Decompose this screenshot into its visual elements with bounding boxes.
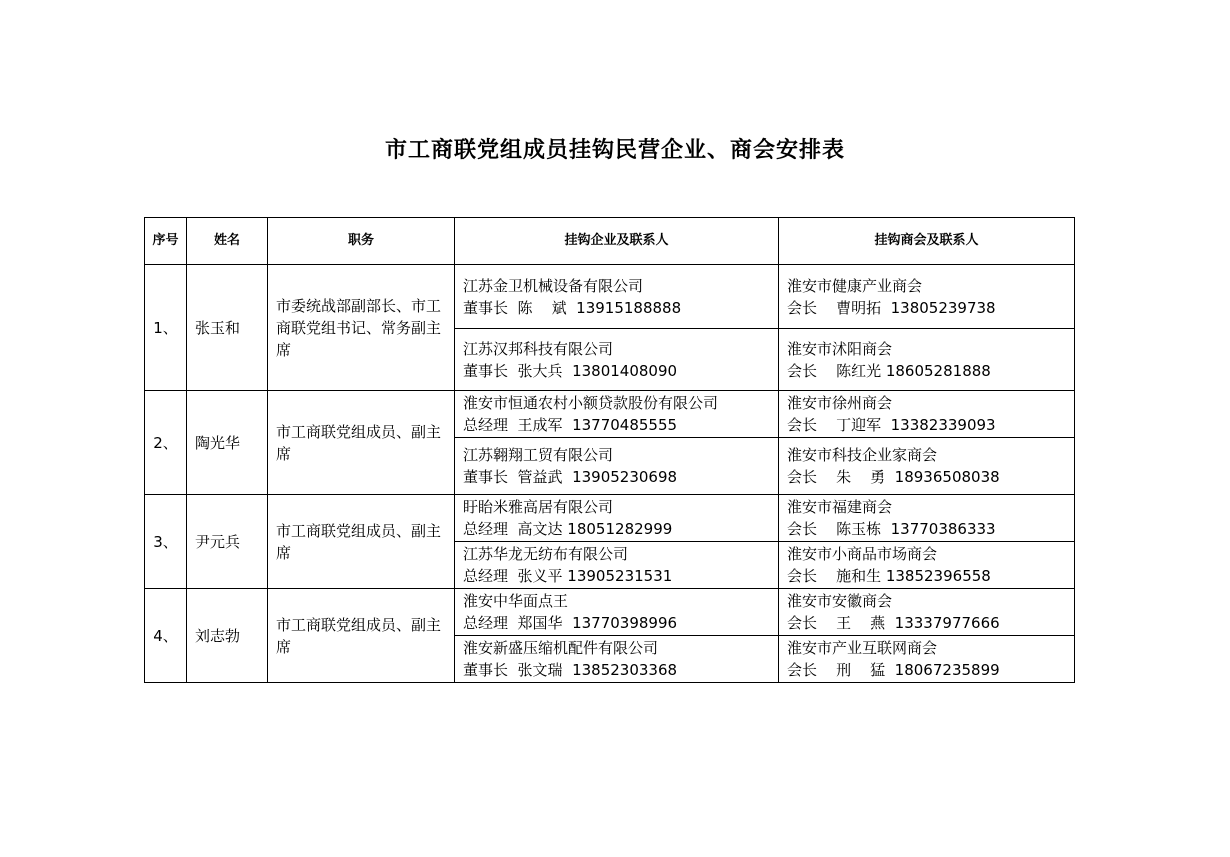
- enterprise-name: 淮安中华面点王: [463, 592, 569, 610]
- member-position: 市委统战部副部长、市工商联党组书记、常务副主席: [268, 265, 455, 391]
- enterprise-name: 江苏金卫机械设备有限公司: [463, 276, 644, 295]
- member-position: 市工商联党组成员、副主席: [268, 495, 455, 589]
- chamber-name: 淮安市小商品市场商会: [787, 545, 938, 563]
- chamber-name: 淮安市产业互联网商会: [787, 639, 938, 657]
- chamber-cell: [779, 495, 1075, 542]
- chamber-name: 淮安市徐州商会: [787, 394, 893, 412]
- chamber-name: 淮安市安徽商会: [787, 592, 893, 610]
- row-index: 3、: [145, 495, 187, 589]
- chamber-name: 淮安市沭阳商会: [787, 339, 893, 358]
- chamber-contact: 会长 朱 勇 18936508038: [787, 468, 1000, 486]
- header-position: 职务: [268, 218, 455, 265]
- enterprise-cell: [455, 391, 779, 438]
- chamber-cell: [779, 329, 1075, 391]
- chamber-cell: [779, 589, 1075, 636]
- member-name: 刘志勃: [187, 589, 268, 683]
- header-chamber: 挂钩商会及联系人: [779, 218, 1075, 265]
- header-index: 序号: [145, 218, 187, 265]
- enterprise-name: 淮安新盛压缩机配件有限公司: [463, 639, 659, 657]
- header-name: 姓名: [187, 218, 268, 265]
- member-name: 张玉和: [187, 265, 268, 391]
- enterprise-contact: 总经理 张义平 13905231531: [463, 567, 673, 585]
- member-position: 市工商联党组成员、副主席: [268, 391, 455, 495]
- enterprise-contact: 董事长 陈 斌 13915188888: [463, 298, 682, 317]
- member-name: 陶光华: [187, 391, 268, 495]
- enterprise-contact: 董事长 管益武 13905230698: [463, 468, 678, 486]
- table-row: [145, 589, 1075, 636]
- chamber-contact: 会长 陈玉栋 13770386333: [787, 520, 996, 538]
- enterprise-name: 江苏翱翔工贸有限公司: [463, 446, 614, 464]
- document-title: 市工商联党组成员挂钩民营企业、商会安排表: [384, 137, 845, 163]
- enterprise-cell: [455, 438, 779, 495]
- table-row: [145, 495, 1075, 542]
- chamber-contact: 会长 刑 猛 18067235899: [787, 661, 1000, 679]
- chamber-contact: 会长 曹明拓 13805239738: [787, 298, 996, 317]
- chamber-contact: 会长 丁迎军 13382339093: [787, 416, 996, 434]
- header-row: [145, 218, 1075, 265]
- member-name: 尹元兵: [187, 495, 268, 589]
- table-row: [145, 391, 1075, 438]
- enterprise-cell: [455, 495, 779, 542]
- chamber-cell: [779, 636, 1075, 683]
- chamber-contact: 会长 王 燕 13337977666: [787, 614, 1000, 632]
- enterprise-name: 江苏华龙无纺布有限公司: [463, 545, 629, 563]
- chamber-cell: [779, 265, 1075, 329]
- enterprise-cell: [455, 542, 779, 589]
- member-position: 市工商联党组成员、副主席: [268, 589, 455, 683]
- assignment-table: [144, 217, 1075, 683]
- header-enterprise: 挂钩企业及联系人: [455, 218, 779, 265]
- enterprise-contact: 总经理 郑国华 13770398996: [463, 614, 678, 632]
- chamber-contact: 会长 陈红光 18605281888: [787, 361, 991, 380]
- row-index: 4、: [145, 589, 187, 683]
- enterprise-name: 盱眙米雅高居有限公司: [463, 498, 614, 516]
- enterprise-contact: 总经理 高文达 18051282999: [463, 520, 673, 538]
- chamber-cell: [779, 438, 1075, 495]
- enterprise-cell: [455, 636, 779, 683]
- chamber-name: 淮安市福建商会: [787, 498, 893, 516]
- row-index: 1、: [145, 265, 187, 391]
- row-index: 2、: [145, 391, 187, 495]
- chamber-cell: [779, 542, 1075, 589]
- enterprise-name: 江苏汉邦科技有限公司: [463, 339, 614, 358]
- enterprise-contact: 董事长 张大兵 13801408090: [463, 361, 678, 380]
- enterprise-contact: 董事长 张文瑞 13852303368: [463, 661, 678, 679]
- enterprise-name: 淮安市恒通农村小额贷款股份有限公司: [463, 394, 719, 412]
- chamber-contact: 会长 施和生 13852396558: [787, 567, 991, 585]
- enterprise-cell: [455, 329, 779, 391]
- table-row: [145, 265, 1075, 329]
- chamber-name: 淮安市科技企业家商会: [787, 446, 938, 464]
- enterprise-cell: [455, 589, 779, 636]
- chamber-name: 淮安市健康产业商会: [787, 276, 923, 295]
- enterprise-cell: [455, 265, 779, 329]
- enterprise-contact: 总经理 王成军 13770485555: [463, 416, 678, 434]
- chamber-cell: [779, 391, 1075, 438]
